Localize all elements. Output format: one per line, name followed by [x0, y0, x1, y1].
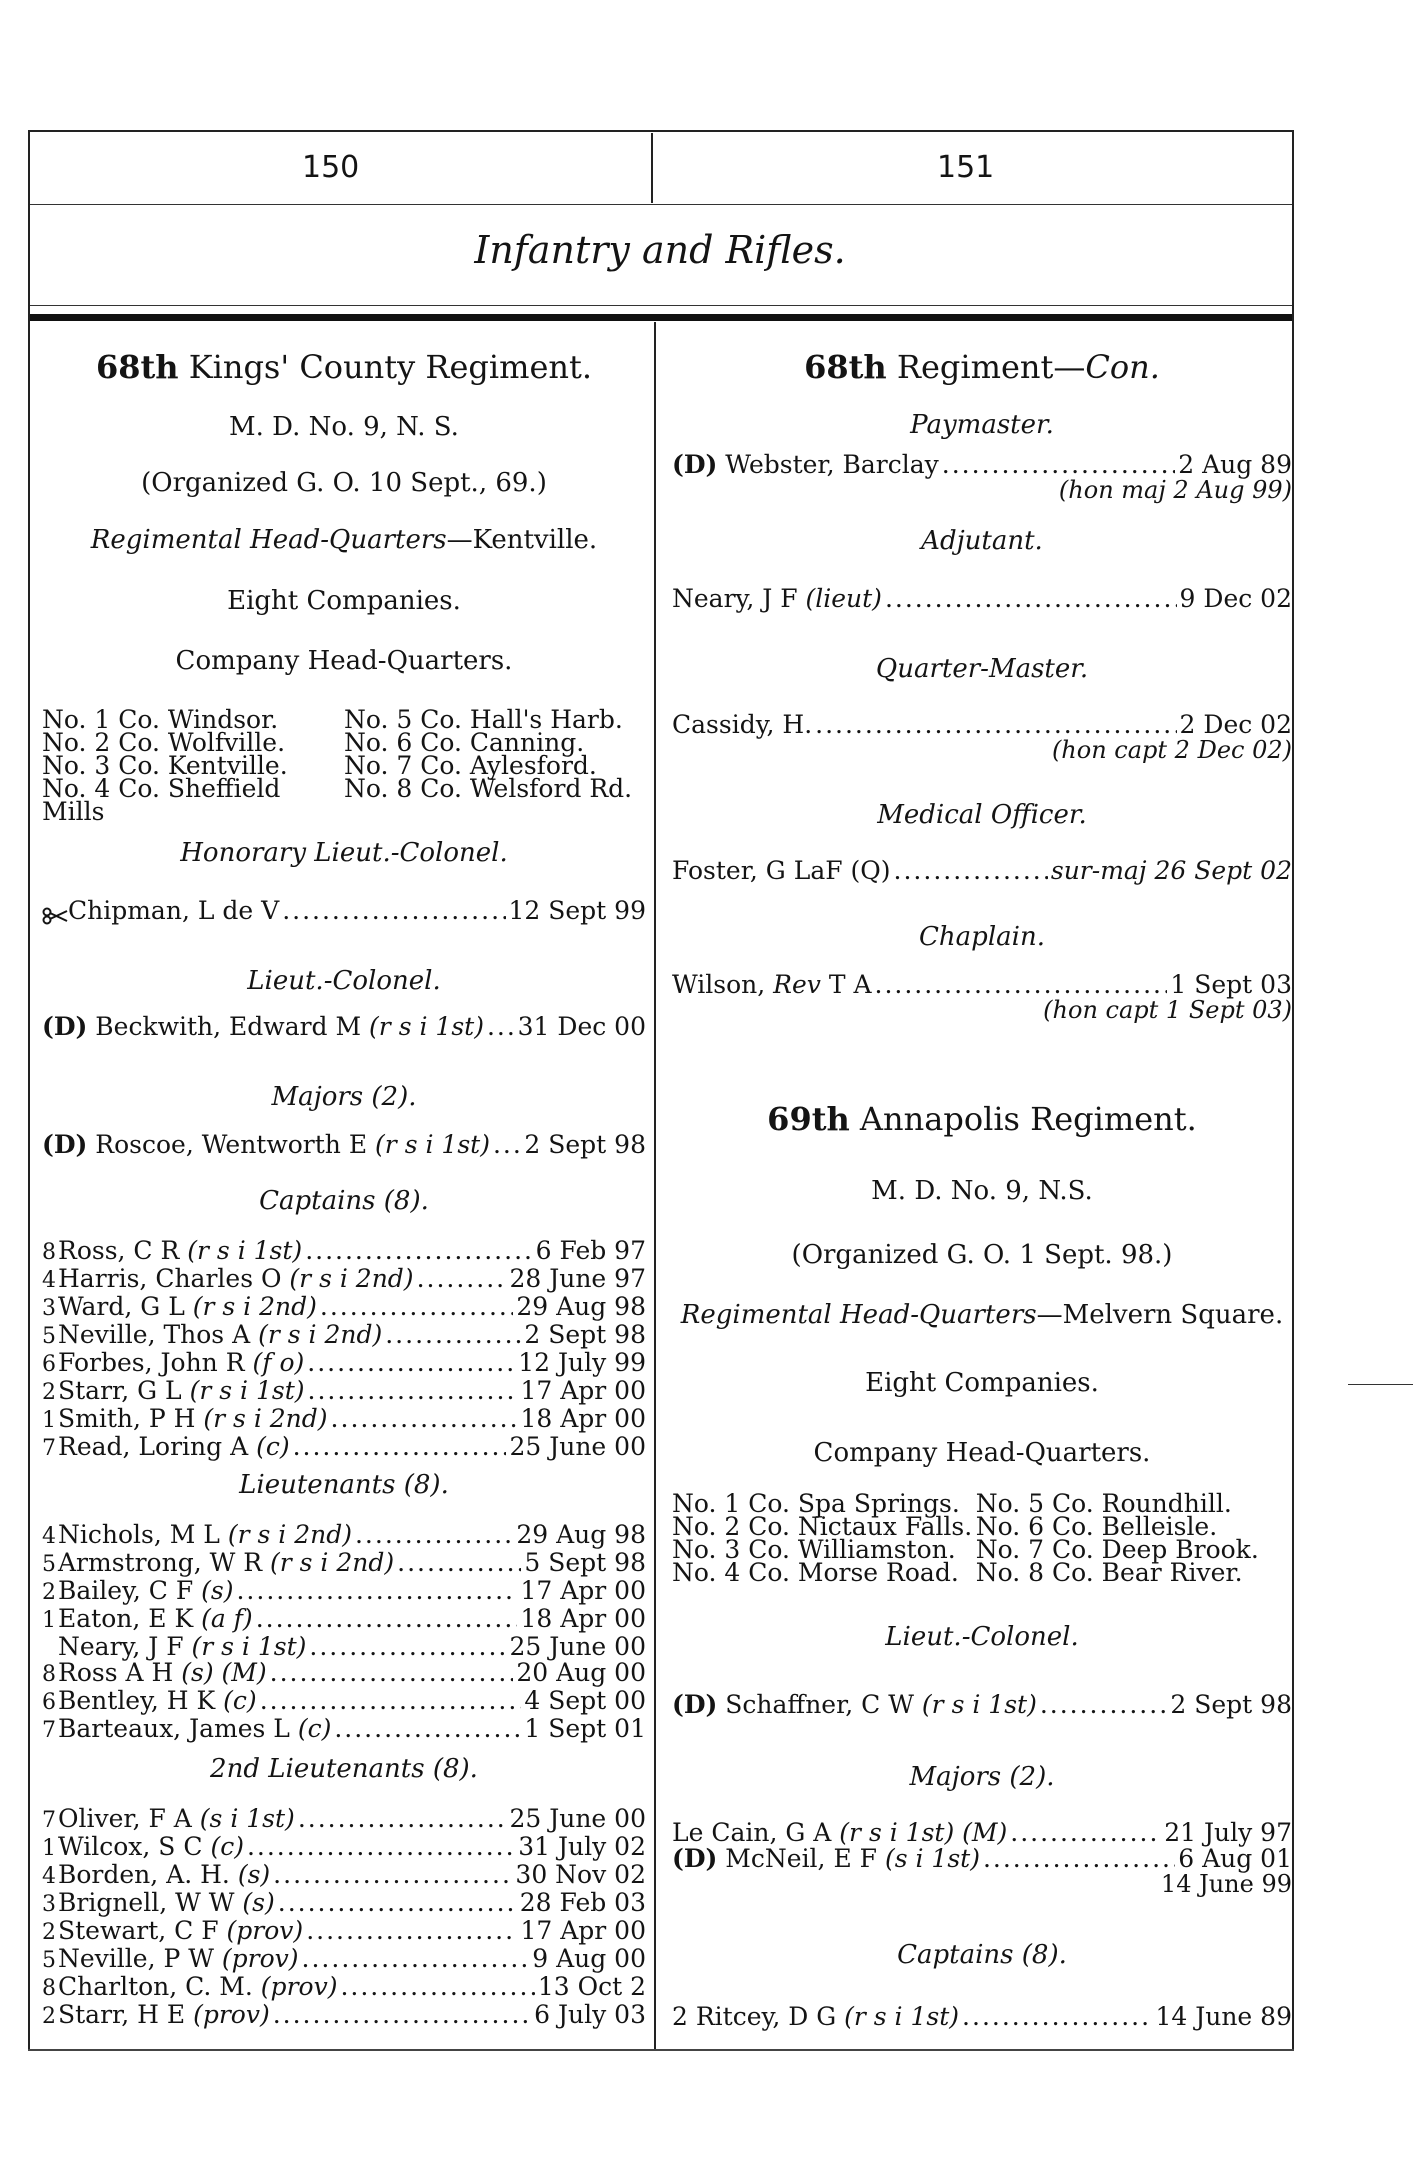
person-name: Starr, H E	[58, 2000, 186, 2029]
entry-date: 25 June 00	[509, 1804, 646, 1833]
company-hq-heading-69: Company Head-Quarters.	[813, 1438, 1151, 1468]
person-name: Bailey, C F	[58, 1576, 194, 1605]
qualification: (r s i 2nd)	[281, 1264, 414, 1293]
person-name: Neary, J F	[58, 1632, 184, 1661]
qualification: (r s i 1st) (M)	[831, 1818, 1008, 1847]
entry-date: 9 Aug 00	[532, 1944, 646, 1973]
entry-date: 25 June 00	[509, 1632, 646, 1661]
lt-col-heading: Lieut.-Colonel.	[247, 966, 441, 996]
rank-number: 4	[42, 1524, 56, 1549]
list-item	[42, 1862, 646, 1890]
list-item	[672, 1820, 1292, 1846]
leader-dots	[331, 1406, 518, 1432]
chaplain-heading: Chaplain.	[919, 922, 1045, 952]
rank-number: 2	[42, 1580, 56, 1605]
company-entry: No. 5 Co. Hall's Harb.	[344, 705, 623, 734]
entry-date: 13 Oct 2	[537, 1972, 646, 2001]
entry-name	[42, 1974, 337, 2002]
military-district-69: M. D. No. 9, N.S.	[871, 1176, 1093, 1206]
leader-dots	[278, 1890, 517, 1916]
leader-dots	[236, 1578, 517, 1604]
entry-date: 29 Aug 98	[516, 1292, 646, 1321]
qualification: (r s i 2nd)	[195, 1404, 328, 1433]
entry-date: 5 Sept 98	[524, 1548, 646, 1577]
list-item	[42, 1322, 646, 1350]
list-item	[42, 1434, 646, 1462]
person-name: Eaton, E K	[58, 1604, 194, 1633]
entry-date: 2 Sept 98	[524, 1320, 646, 1349]
leader-dots	[306, 1918, 517, 1944]
person-name: Ross, C R	[58, 1236, 180, 1265]
adjutant-heading: Adjutant.	[921, 526, 1043, 556]
qualification: (r s i 2nd)	[262, 1548, 395, 1577]
entry-name	[42, 1238, 302, 1266]
entry-date: 28 Feb 03	[519, 1888, 646, 1917]
captains-entry-69: 2 Ritcey, D G (r s i 1st) ..... 14 June 89	[672, 2004, 1292, 2030]
regimental-hq: Regimental Head-Quarters—Kentville.	[90, 525, 598, 555]
entry-name	[42, 1946, 299, 1974]
regiment-title-68-con: 68th Regiment—Con.	[804, 348, 1160, 386]
qualification: (s)	[193, 1576, 234, 1605]
company-entry: No. 5 Co. Roundhill.	[975, 1489, 1232, 1518]
captains-heading: Captains (8).	[259, 1186, 429, 1216]
person-name: Wilcox, S C	[58, 1832, 203, 1861]
rank-number: 5	[42, 1552, 56, 1577]
second-lts-heading: 2nd Lieutenants (8).	[210, 1754, 478, 1784]
person-name: Armstrong, W R	[58, 1548, 263, 1577]
entry-date: 1 Sept 01	[524, 1714, 646, 1743]
qualification: (prov)	[218, 1916, 304, 1945]
leader-dots	[385, 1322, 521, 1348]
entry-name	[42, 2002, 270, 2030]
leader-dots	[309, 1634, 506, 1660]
entry-name	[42, 1522, 352, 1550]
rank-number: 1	[42, 1408, 56, 1433]
captains-list	[42, 1238, 646, 1462]
list-item	[42, 1716, 646, 1744]
page-number-left: 150	[302, 150, 360, 185]
person-name: Ward, G L	[58, 1292, 185, 1321]
scissors-icon	[42, 904, 68, 922]
entry-name	[42, 1890, 275, 1918]
leader-dots	[308, 1378, 518, 1404]
list-item	[42, 1946, 646, 1974]
company-entry: No. 4 Co. Morse Road.	[672, 1558, 959, 1587]
qualification: (r s i 2nd)	[250, 1320, 383, 1349]
leader-dots	[320, 1294, 513, 1320]
person-name: Barteaux, James L	[58, 1714, 290, 1743]
leader-dots	[302, 1946, 530, 1972]
list-item	[42, 1294, 646, 1322]
military-district: M. D. No. 9, N. S.	[229, 412, 459, 442]
medical-heading: Medical Officer.	[877, 800, 1087, 830]
person-name: Read, Loring A	[58, 1432, 249, 1461]
entry-name	[42, 1406, 328, 1434]
person-name: Oliver, F A	[58, 1804, 192, 1833]
qualification: (f o)	[244, 1348, 305, 1377]
leader-dots	[260, 1688, 522, 1714]
paymaster-entry: (D) Webster, Barclay ..... 2 Aug 89	[672, 452, 1292, 478]
chaplain-hon: (hon capt 1 Sept 03)	[1043, 996, 1292, 1024]
majors-heading-69: Majors (2).	[909, 1762, 1055, 1792]
entry-date: 30 Nov 02	[515, 1860, 646, 1889]
company-entry: No. 7 Co. Aylesford.	[344, 751, 597, 780]
medical-entry: Foster, G LaF (Q) ..... sur-maj 26 Sept 02	[672, 858, 1292, 884]
company-entry: No. 1 Co. Windsor.	[42, 705, 279, 734]
entry-name	[42, 1660, 267, 1688]
person-name: Nichols, M L	[58, 1520, 220, 1549]
list-item	[42, 1378, 646, 1406]
company-list	[42, 705, 646, 826]
lt-col-entry: (D) Beckwith, Edward M (r s i 1st) ..... 31 Dec 00	[42, 1014, 646, 1040]
qualification: (r s i 2nd)	[219, 1520, 352, 1549]
list-item	[42, 1550, 646, 1578]
qualification: (r s i 2nd)	[184, 1292, 317, 1321]
person-name: Borden, A. H.	[58, 1860, 230, 1889]
leader-dots	[270, 1660, 514, 1686]
person-name: McNeil, E F	[725, 1844, 877, 1873]
person-name: Neville, P W	[58, 1944, 214, 1973]
regimental-hq-69: Regimental Head-Quarters—Melvern Square.	[680, 1300, 1284, 1330]
frame-bottom-rule	[28, 2049, 1294, 2051]
majors-list-69	[672, 1820, 1292, 1872]
running-title: Infantry and Rifles.	[474, 228, 846, 272]
page-number-right: 151	[937, 150, 995, 185]
company-entry: No. 3 Co. Kentville.	[42, 751, 288, 780]
leader-dots	[355, 1522, 513, 1548]
person-name: Ross A H	[58, 1658, 174, 1687]
list-item	[42, 1974, 646, 2002]
rank-number: 6	[42, 1352, 56, 1377]
paymaster-hon: (hon maj 2 Aug 99)	[1058, 476, 1292, 504]
second-lts-list	[42, 1806, 646, 2030]
leader-dots	[307, 1350, 515, 1376]
lieutenants-heading: Lieutenants (8).	[239, 1470, 449, 1500]
list-item	[42, 1578, 646, 1606]
rank-number: 8	[42, 1976, 56, 2001]
qualification: (c)	[215, 1686, 257, 1715]
list-item	[42, 1834, 646, 1862]
leader-dots	[256, 1606, 518, 1632]
list-item	[42, 1266, 646, 1294]
entry-name	[42, 1918, 303, 1946]
regiment-title-68: 68th Kings' County Regiment.	[95, 348, 593, 386]
leader-dots	[1010, 1820, 1161, 1846]
hon-lt-col-entry: Chipman, L de V ..... 12 Sept 99	[42, 898, 646, 924]
rank-number: 2	[42, 2004, 56, 2029]
list-item	[42, 1238, 646, 1266]
qualification: (r s i 1st)	[181, 1376, 305, 1405]
qualification: (r s i 1st)	[183, 1632, 307, 1661]
entry-date: 12 July 99	[518, 1348, 646, 1377]
list-item	[672, 1846, 1292, 1872]
rank-number: 4	[42, 1864, 56, 1889]
entry-name	[42, 1634, 306, 1660]
person-name: Brignell, W W	[58, 1888, 235, 1917]
company-entry: No. 6 Co. Belleisle.	[975, 1512, 1218, 1541]
entry-date: 21 July 97	[1164, 1818, 1292, 1847]
company-entry: No. 3 Co. Williamston.	[672, 1535, 956, 1564]
entry-name	[672, 1820, 1007, 1846]
entry-date: 31 July 02	[518, 1832, 646, 1861]
hon-lt-col-heading: Honorary Lieut.-Colonel.	[180, 838, 508, 868]
lt-col-heading-69: Lieut.-Colonel.	[885, 1622, 1079, 1652]
header-rule	[30, 204, 1292, 205]
rank-number: 7	[42, 1436, 56, 1461]
entry-date: 29 Aug 98	[516, 1520, 646, 1549]
leader-dots	[293, 1434, 507, 1460]
list-item	[42, 1890, 646, 1918]
list-item	[42, 1350, 646, 1378]
entry-date: 17 Apr 00	[520, 1576, 646, 1605]
entry-name	[42, 1294, 317, 1322]
title-rule	[30, 305, 1292, 306]
list-item	[42, 1688, 646, 1716]
list-item	[42, 1806, 646, 1834]
leader-dots	[340, 1974, 534, 2000]
section-separator	[1348, 1384, 1413, 1385]
entry-date: 28 June 97	[509, 1264, 646, 1293]
company-entry: No. 4 Co. Sheffield Mills	[42, 774, 281, 826]
captains-heading-69: Captains (8).	[897, 1940, 1067, 1970]
qualification: (prov)	[252, 1972, 338, 2001]
organized-note: (Organized G. O. 10 Sept., 69.)	[141, 468, 547, 498]
rank-number: 2	[42, 1380, 56, 1405]
entry-date: 6 Feb 97	[535, 1236, 646, 1265]
rank-number: 3	[42, 1296, 56, 1321]
column-divider	[654, 322, 656, 2049]
person-name: Smith, P H	[58, 1404, 196, 1433]
entry-date: 18 Apr 00	[520, 1604, 646, 1633]
qualification: (s)	[229, 1860, 271, 1889]
entry-date: 25 June 00	[509, 1432, 646, 1461]
entry-name	[672, 1846, 980, 1872]
rank-number: 8	[42, 1240, 56, 1265]
person-name: Stewart, C F	[58, 1916, 219, 1945]
entry-date: 18 Apr 00	[520, 1404, 646, 1433]
lt-col-entry-69: (D) Schaffner, C W (r s i 1st) ..... 2 Sept 98	[672, 1692, 1292, 1718]
leader-dots	[247, 1834, 515, 1860]
company-entry: No. 8 Co. Welsford Rd.	[344, 774, 633, 803]
person-name: Neville, Thos A	[58, 1320, 251, 1349]
entry-date: 6 July 03	[534, 2000, 646, 2029]
leader-dots	[273, 2002, 531, 2028]
rank-number: 7	[42, 1808, 56, 1833]
qualification: (c)	[248, 1432, 290, 1461]
qualification: (s) (M)	[173, 1658, 267, 1687]
entry-date: 17 Apr 00	[520, 1376, 646, 1405]
regiment-title-69: 69th Annapolis Regiment.	[767, 1100, 1197, 1138]
person-name: Le Cain, G A	[672, 1818, 832, 1847]
person-name: Starr, G L	[58, 1376, 182, 1405]
paymaster-heading: Paymaster.	[910, 410, 1054, 440]
company-entry: No. 2 Co. Wolfville.	[42, 728, 286, 757]
majors-heading: Majors (2).	[271, 1082, 417, 1112]
entry-name	[42, 1350, 304, 1378]
qualification: (c)	[202, 1832, 244, 1861]
list-item	[42, 2002, 646, 2030]
companies-count-69: Eight Companies.	[865, 1368, 1099, 1398]
entry-date: 17 Apr 00	[520, 1916, 646, 1945]
person-name: Forbes, John R	[58, 1348, 245, 1377]
entry-name	[42, 1578, 233, 1606]
leader-dots	[983, 1846, 1175, 1872]
qualification: (prov)	[213, 1944, 299, 1973]
chaplain-entry: Wilson, Rev T A ..... 1 Sept 03	[672, 972, 1292, 998]
leader-dots	[417, 1266, 507, 1292]
rank-number: 8	[42, 1662, 56, 1687]
leader-dots	[305, 1238, 532, 1264]
entry-name	[42, 1322, 382, 1350]
list-item	[42, 1606, 646, 1634]
qualification: (a f)	[193, 1604, 253, 1633]
organized-note-69: (Organized G. O. 1 Sept. 98.)	[791, 1240, 1173, 1270]
quartermaster-heading: Quarter-Master.	[875, 654, 1089, 684]
entry-name	[42, 1834, 244, 1862]
companies-count: Eight Companies.	[227, 586, 461, 616]
thick-rule	[30, 314, 1292, 321]
entry-name	[42, 1862, 270, 1890]
qualification: (prov)	[185, 2000, 270, 2029]
majors-sub-69: 14 June 99	[1160, 1870, 1292, 1898]
entry-date: 4 Sept 00	[524, 1686, 646, 1715]
rank-number: 6	[42, 1690, 56, 1715]
list-item	[42, 1660, 646, 1688]
majors-entry: (D) Roscoe, Wentworth E (r s i 1st) ..... 2 Sept 98	[42, 1132, 646, 1158]
company-hq-heading: Company Head-Quarters.	[175, 646, 513, 676]
rank-number: 2	[42, 1920, 56, 1945]
rank-number: 4	[42, 1268, 56, 1293]
leader-dots	[298, 1806, 507, 1832]
company-list-69	[672, 1489, 1292, 1587]
leader-dots	[273, 1862, 512, 1888]
person-name: Bentley, H K	[58, 1686, 216, 1715]
company-entry: No. 8 Co. Bear River.	[975, 1558, 1243, 1587]
qualification: (s)	[234, 1888, 275, 1917]
rank-number: 5	[42, 1948, 56, 1973]
qualification: (s i 1st)	[877, 1844, 980, 1873]
quartermaster-entry: Cassidy, H. ..... 2 Dec 02	[672, 712, 1292, 738]
header-divider	[651, 133, 653, 203]
leader-dots	[397, 1550, 521, 1576]
rank-number: 1	[42, 1836, 56, 1861]
entry-name	[42, 1378, 305, 1406]
adjutant-entry: Neary, J F (lieut) ..... 9 Dec 02	[672, 586, 1292, 612]
entry-date: 20 Aug 00	[516, 1658, 646, 1687]
entry-name	[42, 1688, 257, 1716]
list-item	[42, 1918, 646, 1946]
company-entry: No. 1 Co. Spa Springs.	[672, 1489, 960, 1518]
list-item	[42, 1522, 646, 1550]
qualification: (s i 1st)	[191, 1804, 295, 1833]
company-entry: No. 7 Co. Deep Brook.	[975, 1535, 1259, 1564]
qualification: (r s i 1st)	[179, 1236, 303, 1265]
rank-number: 5	[42, 1324, 56, 1349]
person-name: Harris, Charles O	[58, 1264, 282, 1293]
list-item	[42, 1406, 646, 1434]
lieutenants-list	[42, 1522, 646, 1744]
quartermaster-hon: (hon capt 2 Dec 02)	[1051, 736, 1292, 764]
leader-dots	[334, 1716, 521, 1742]
entry-name	[42, 1716, 331, 1744]
rank-number: 1	[42, 1608, 56, 1633]
entry-name	[42, 1434, 290, 1462]
entry-name	[42, 1806, 295, 1834]
entry-name	[42, 1550, 394, 1578]
entry-name	[42, 1266, 414, 1294]
list-item	[42, 1634, 646, 1660]
entry-date: 6 Aug 01	[1178, 1844, 1292, 1873]
rank-number: 7	[42, 1718, 56, 1743]
qualification: (c)	[289, 1714, 332, 1743]
company-entry: No. 2 Co. Nictaux Falls.	[672, 1512, 973, 1541]
person-name: Charlton, C. M.	[58, 1972, 253, 2001]
entry-prefix: (D)	[672, 1844, 718, 1873]
company-entry: No. 6 Co. Canning.	[344, 728, 585, 757]
rank-number: 3	[42, 1892, 56, 1917]
entry-name	[42, 1606, 253, 1634]
